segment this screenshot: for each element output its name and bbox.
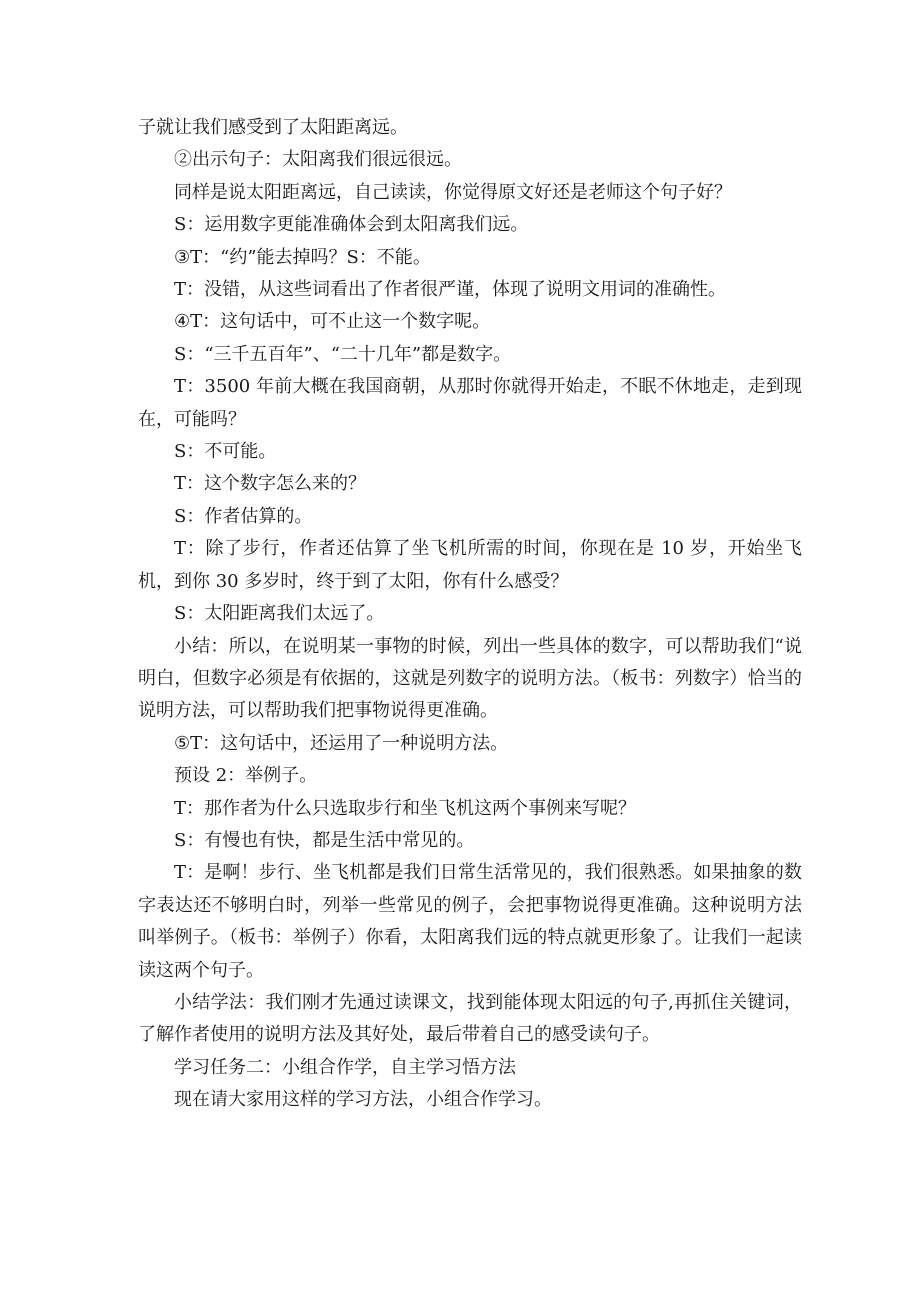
paragraph: 小结：所以，在说明某一事物的时候，列出一些具体的数字，可以帮助我们“说明白，但数字必须是有依据的，这就是列数字的说明方法。（板书：列数字）恰当的说明方法，可以帮助我们把事物说得更准确。	[138, 635, 802, 722]
paragraph: 子就让我们感受到了太阳距离远。	[138, 117, 408, 138]
paragraph: T：没错，从这些词看出了作者很严谨，体现了说明文用词的准确性。	[174, 279, 727, 301]
paragraph: 现在请大家用这样的学习方法，小组合作学习。	[174, 1089, 552, 1111]
paragraph: ⑤T：这句话中，还运用了一种说明方法。	[174, 732, 509, 754]
paragraph: 学习任务二：小组合作学，自主学习悟方法	[174, 1056, 516, 1078]
paragraph: T：3500 年前大概在我国商朝，从那时你就得开始走，不眠不休地走，走到现在，可能吗？	[138, 376, 802, 430]
paragraph: S：作者估算的。	[174, 505, 313, 527]
paragraph: T：是啊！步行、坐飞机都是我们日常生活常见的，我们很熟悉。如果抽象的数字表达还不够明白时，列举一些常见的例子，会把事物说得更准确。这种说明方法叫举例子。（板书：举例子）你看，太阳离我们远的特点就更形象了。让我们一起读读这两个句子。	[138, 862, 802, 981]
paragraph: 预设 2：举例子。	[174, 765, 318, 787]
paragraph: S：“三千五百年”、“二十几年”都是数字。	[174, 343, 512, 365]
paragraph: T：除了步行，作者还估算了坐飞机所需的时间，你现在是 10 岁，开始坐飞机，到你 30 多岁时，终于到了太阳，你有什么感受？	[138, 538, 802, 592]
paragraph: ③T：“约”能去掉吗？S：不能。	[174, 246, 431, 268]
paragraph: T：那作者为什么只选取步行和坐飞机这两个事例来写呢？	[174, 797, 637, 819]
paragraph: 同样是说太阳距离远，自己读读，你觉得原文好还是老师这个句子好？	[174, 181, 732, 203]
paragraph: 小结学法：我们刚才先通过读课文，找到能体现太阳远的句子,再抓住关键词，了解作者使用的说明方法及其好处，最后带着自己的感受读句子。	[138, 991, 802, 1046]
paragraph: S：不可能。	[174, 441, 277, 463]
paragraph: ④T：这句话中，可不止这一个数字呢。	[174, 311, 491, 333]
paragraph: S：有慢也有快，都是生活中常见的。	[174, 829, 475, 851]
paragraph: S：运用数字更能准确体会到太阳离我们远。	[174, 214, 529, 236]
paragraph: ②出示句子：太阳离我们很远很远。	[174, 149, 462, 171]
document-body	[138, 112, 802, 1117]
paragraph: S：太阳距离我们太远了。	[174, 603, 385, 625]
paragraph: T：这个数字怎么来的？	[174, 473, 367, 495]
